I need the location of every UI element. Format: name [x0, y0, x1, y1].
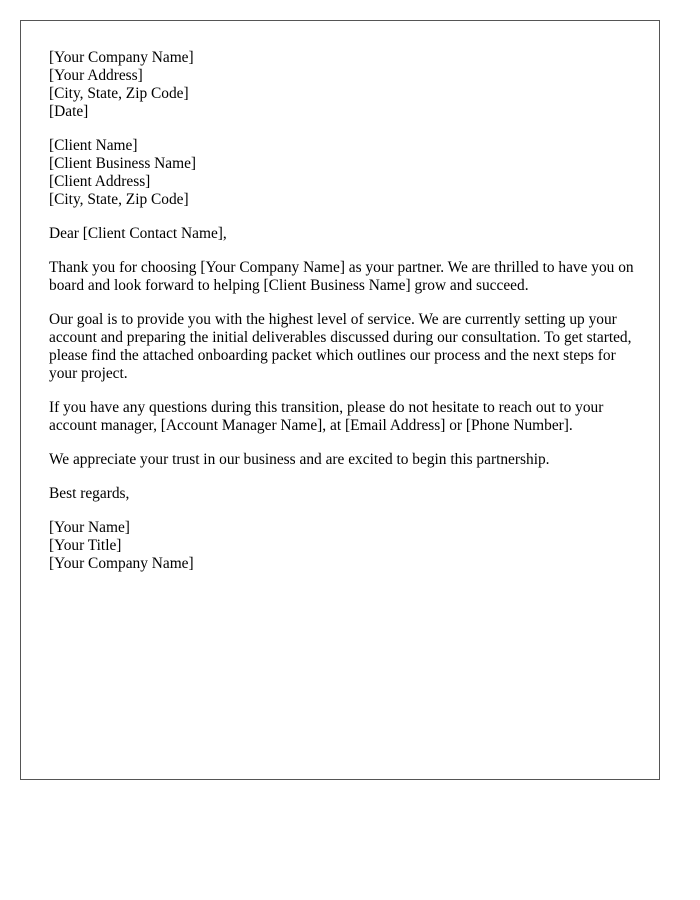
- signature-title: [Your Title]: [49, 537, 122, 554]
- paragraph-goal: Our goal is to provide you with the highest level of service. We are currently setting up your account and preparing the initial deliverables discussed during our consultation. To get started, please find the attached onboarding packet which outlines our process and the next steps for your project.: [49, 311, 632, 382]
- salutation: Dear [Client Contact Name],: [49, 225, 227, 242]
- signature-block: [49, 519, 639, 573]
- paragraph-thank-you: Thank you for choosing [Your Company Name] as your partner. We are thrilled to have you on board and look forward to helping [Client Business Name] grow and succeed.: [49, 259, 634, 294]
- recipient-block: [49, 137, 639, 209]
- letter-body: [49, 49, 639, 589]
- sender-company-name: [Your Company Name]: [49, 49, 194, 66]
- recipient-city-state-zip: [City, State, Zip Code]: [49, 191, 189, 208]
- closing: Best regards,: [49, 485, 130, 502]
- paragraph-questions: If you have any questions during this transition, please do not hesitate to reach out to your account manager, [Account Manager Name], at [Email Address] or [Phone Number].: [49, 399, 604, 434]
- recipient-address: [Client Address]: [49, 173, 151, 190]
- sender-address: [Your Address]: [49, 67, 143, 84]
- recipient-client-name: [Client Name]: [49, 137, 138, 154]
- paragraph-appreciation: We appreciate your trust in our business and are excited to begin this partnership.: [49, 451, 550, 468]
- letter-page: [20, 20, 660, 780]
- signature-company-name: [Your Company Name]: [49, 555, 194, 572]
- sender-city-state-zip: [City, State, Zip Code]: [49, 85, 189, 102]
- recipient-business-name: [Client Business Name]: [49, 155, 197, 172]
- letter-date: [Date]: [49, 103, 89, 120]
- sender-block: [49, 49, 639, 121]
- signature-name: [Your Name]: [49, 519, 130, 536]
